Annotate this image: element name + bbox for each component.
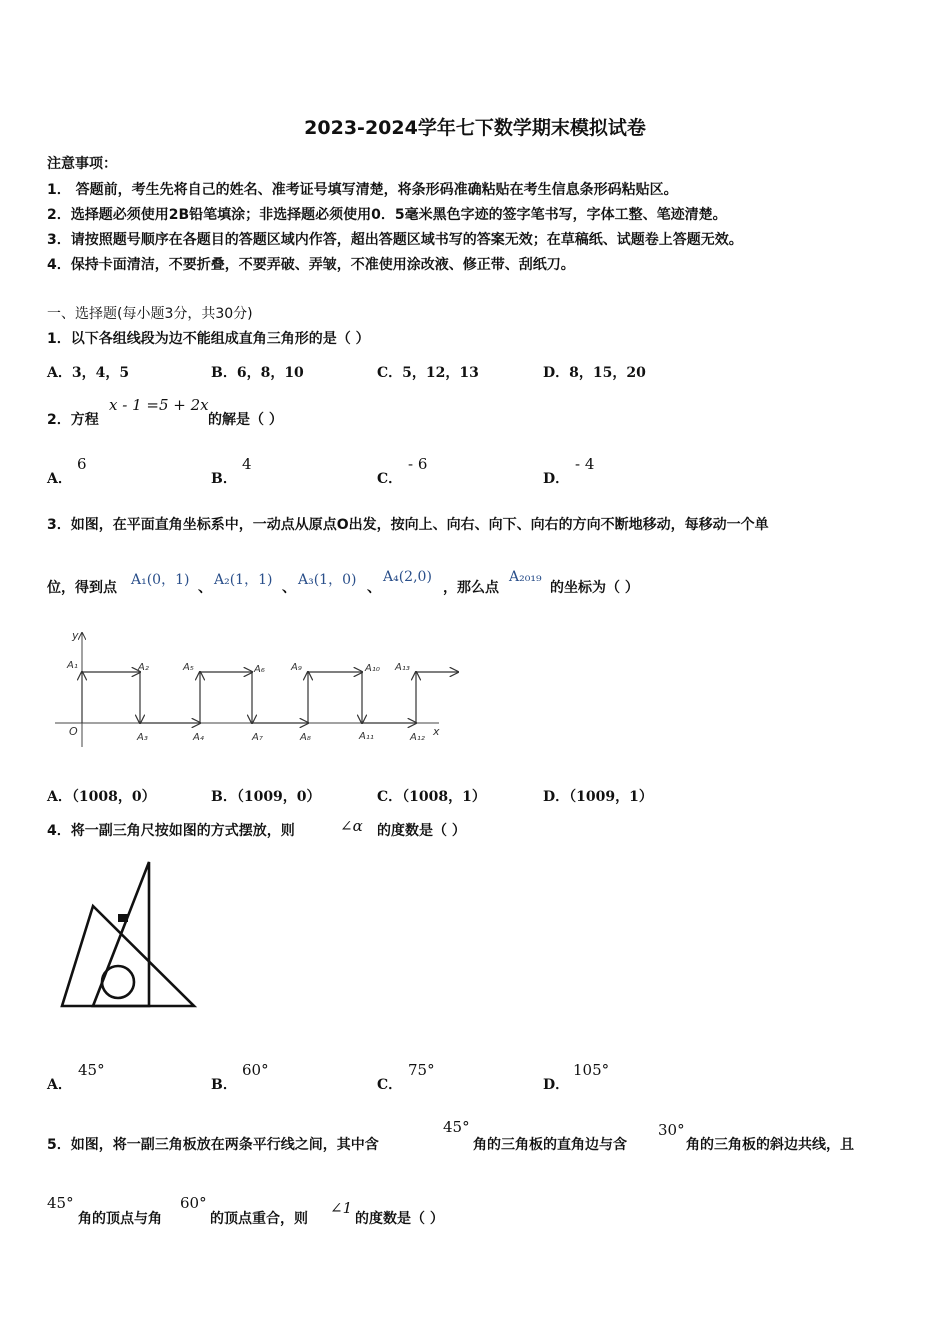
q3-stem-line1: 3．如图，在平面直角坐标系中，一动点从原点O出发，按向上、向右、向下、向右的方向不断地移动，每移动一个单	[47, 517, 769, 533]
q4-option-c-value: 75°	[408, 1061, 435, 1079]
q3-target-point: A₂₀₁₉	[509, 569, 542, 585]
notice-item-3: 3．请按照题号顺序在各题目的答题区域内作答，超出答题区域书写的答案无效；在草稿纸、试题卷上答题无效。	[47, 232, 743, 248]
q3-point-a4: A₄(2,0)	[383, 569, 432, 585]
angle-alpha-marker	[118, 914, 128, 922]
q4-option-b-letter: B．	[211, 1077, 237, 1093]
q2-option-b-value: 4	[242, 455, 252, 473]
q2-stem-pre: 2．方程	[47, 412, 99, 428]
q5-degree-30: 30°	[658, 1121, 685, 1139]
q5-degree-45: 45°	[443, 1118, 470, 1136]
q3-sep-2: 、	[282, 580, 296, 596]
q3-option-c: C．（1008，1）	[377, 789, 486, 805]
label-a9: A₉	[291, 662, 302, 673]
q1-option-b: B．6，8，10	[211, 365, 304, 381]
q4-option-a-value: 45°	[78, 1061, 105, 1079]
q2-option-c-letter: C．	[377, 471, 403, 487]
q5-line1-mid: 角的三角板的直角边与含	[473, 1137, 627, 1153]
q5-line2-a: 角的顶点与角	[78, 1211, 162, 1227]
q4-option-a-letter: A．	[47, 1077, 72, 1093]
q2-option-a-letter: A．	[47, 471, 72, 487]
notice-item-1: 1． 答题前，考生先将自己的姓名、准考证号填写清楚，将条形码准确粘贴在考生信息条形码粘贴区。	[47, 182, 678, 198]
q2-stem-post: 的解是（ ）	[208, 412, 283, 428]
q2-option-d-value: - 4	[575, 455, 595, 473]
q4-stem-post: 的度数是（ ）	[377, 823, 466, 839]
notice-item-2: 2．选择题必须使用2B铅笔填涂；非选择题必须使用0．5毫米黑色字迹的签字笔书写，字体工整、笔迹清楚。	[47, 207, 727, 223]
label-a3: A₃	[137, 732, 148, 743]
label-a10: A₁₀	[365, 663, 380, 674]
q3-option-d: D．（1009，1）	[543, 789, 653, 805]
q1-stem: 1．以下各组线段为边不能组成直角三角形的是（ ）	[47, 331, 370, 347]
q5-degree-60: 60°	[180, 1194, 207, 1212]
origin-label: O	[69, 725, 78, 738]
q3-option-b: B．（1009，0）	[211, 789, 321, 805]
q5-angle-1: ∠1	[330, 1199, 353, 1217]
q2-equation: x - 1 =5 + 2x	[109, 396, 209, 414]
q3-option-a: A．（1008，0）	[47, 789, 156, 805]
y-axis-label: y	[72, 629, 79, 642]
label-a13: A₁₃	[395, 662, 410, 673]
q3-stem-line2-post: 的坐标为（ ）	[550, 580, 639, 596]
q2-option-b-letter: B．	[211, 471, 237, 487]
q3-sep-3: 、	[367, 580, 381, 596]
q3-sep-1: 、	[198, 580, 212, 596]
q3-point-a1: A₁(0，1)	[131, 572, 190, 588]
q5-line1-pre: 5．如图，将一副三角板放在两条平行线之间，其中含	[47, 1137, 379, 1153]
q4-option-d-value: 105°	[573, 1061, 610, 1079]
q1-option-a: A．3，4，5	[47, 365, 130, 381]
notice-heading: 注意事项：	[47, 156, 117, 172]
label-a6: A₆	[254, 664, 265, 675]
label-a5: A₅	[183, 662, 194, 673]
q2-option-d-letter: D．	[543, 471, 570, 487]
q3-stem-line2-pre: 位，得到点	[47, 580, 117, 596]
label-a8: A₈	[300, 732, 311, 743]
q3-point-a2: A₂(1，1)	[214, 572, 273, 588]
q2-option-c-value: - 6	[408, 455, 428, 473]
q5-line2-c: 的度数是（ ）	[355, 1211, 444, 1227]
q4-triangle-ruler-figure	[52, 858, 202, 1013]
q2-option-a-value: 6	[77, 455, 87, 473]
q3-point-a3: A₃(1，0)	[298, 572, 357, 588]
page-title: 2023-2024学年七下数学期末模拟试卷	[304, 117, 646, 139]
q3-coordinate-figure	[55, 625, 465, 750]
q4-option-d-letter: D．	[543, 1077, 570, 1093]
label-a2: A₂	[138, 662, 149, 673]
q4-option-c-letter: C．	[377, 1077, 403, 1093]
x-axis-label: x	[433, 725, 440, 738]
ruler-hole-circle	[102, 966, 134, 998]
label-a12: A₁₂	[410, 732, 425, 743]
q4-angle: ∠α	[340, 817, 363, 835]
notice-item-4: 4．保持卡面清洁，不要折叠，不要弄破、弄皱，不准使用涂改液、修正带、刮纸刀。	[47, 257, 575, 273]
q3-stem-line2-mid: ，那么点	[443, 580, 499, 596]
q4-stem-pre: 4．将一副三角尺按如图的方式摆放，则	[47, 823, 295, 839]
q5-degree-45b: 45°	[47, 1194, 74, 1212]
q5-line1-post: 角的三角板的斜边共线，且	[686, 1137, 854, 1153]
section-heading: 一、选择题(每小题3分，共30分)	[47, 306, 253, 322]
q1-option-d: D．8，15，20	[543, 365, 646, 381]
q5-line2-b: 的顶点重合，则	[210, 1211, 308, 1227]
label-a4: A₄	[193, 732, 204, 743]
q1-option-c: C．5，12，13	[377, 365, 479, 381]
label-a11: A₁₁	[359, 731, 374, 742]
q4-option-b-value: 60°	[242, 1061, 269, 1079]
label-a1: A₁	[67, 660, 78, 671]
label-a7: A₇	[252, 732, 263, 743]
